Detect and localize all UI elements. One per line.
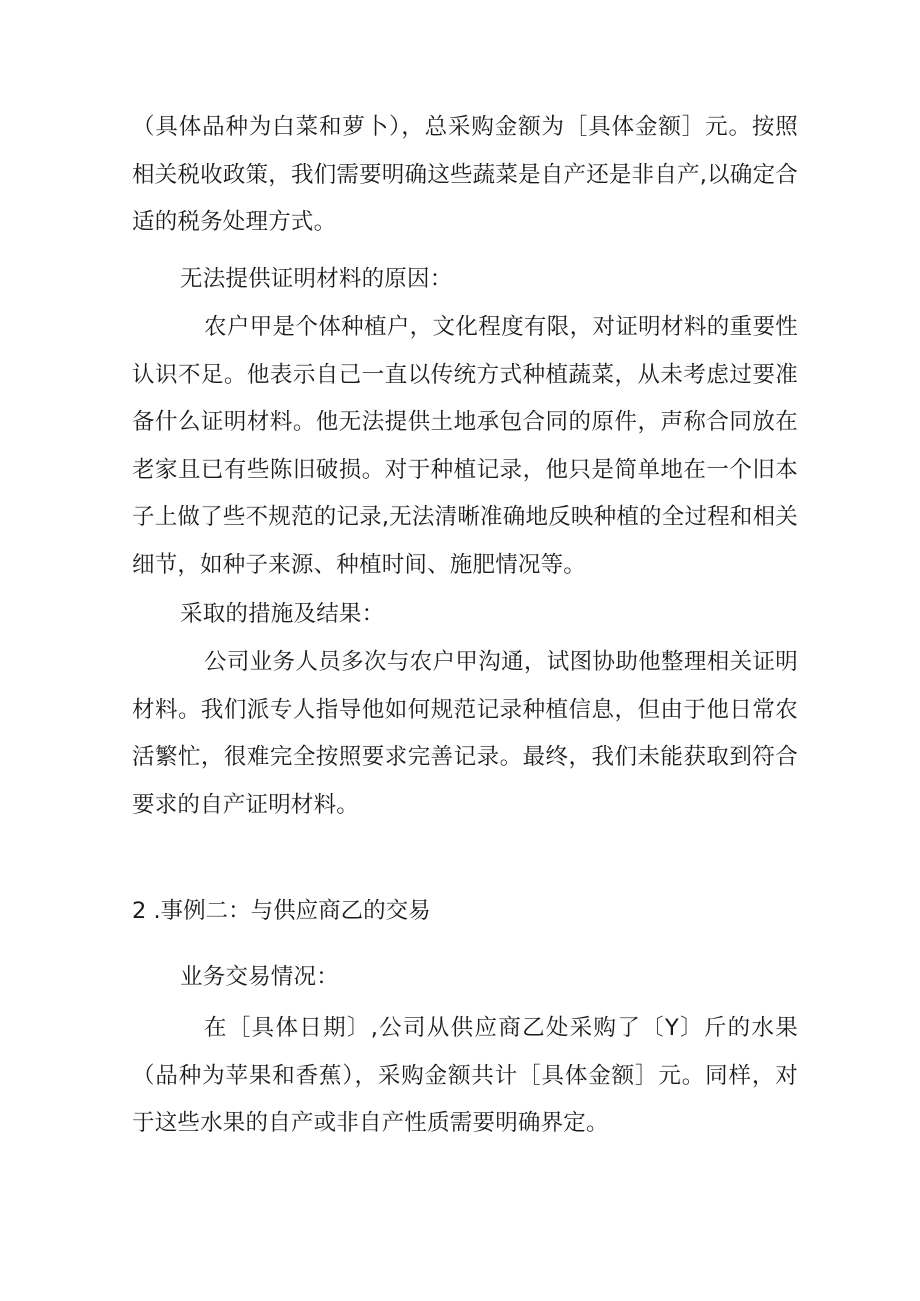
subheading-transaction-info: 业务交易情况： <box>180 964 339 990</box>
paragraph-farmer-explanation: 农户甲是个体种植户，文化程度有限，对证明材料的重要性认识不足。他表示自己一直以传统方式种植蔬菜，从未考虑过要准备什么证明材料。他无法提供土地承包合同的原件，声称合同放在老家且已有些陈旧破损。对于种植记录，他只是简单地在一个旧本子上做了些不规范的记录,无法清晰准确地反映种植的全过程和相关细节，如种子来源、种植时间、施肥情况等。 <box>132 314 798 578</box>
paragraph-fruit-purchase: 在［具体日期〕,公司从供应商乙处采购了〔Y〕斤的水果（品种为苹果和香蕉），采购金额共计［具体金额］元。同样，对于这些水果的自产或非自产性质需要明确界定。 <box>132 1015 798 1136</box>
section-heading-case-two: 2 .事例二：与供应商乙的交易 <box>132 898 431 924</box>
subheading-measures-results: 采取的措施及结果： <box>180 601 385 627</box>
paragraph-vegetable-purchase: （具体品种为白菜和萝卜），总采购金额为［具体金额］元。按照相关税收政策，我们需要明确这些蔬菜是自产还是非自产,以确定合适的税务处理方式。 <box>132 114 798 235</box>
subheading-no-proof-reason: 无法提供证明材料的原因： <box>180 266 453 292</box>
paragraph-measures-detail: 公司业务人员多次与农户甲沟通，试图协助他整理相关证明材料。我们派专人指导他如何规范记录种植信息，但由于他日常农活繁忙，很难完全按照要求完善记录。最终，我们未能获取到符合要求的自产证明材料。 <box>132 649 798 818</box>
